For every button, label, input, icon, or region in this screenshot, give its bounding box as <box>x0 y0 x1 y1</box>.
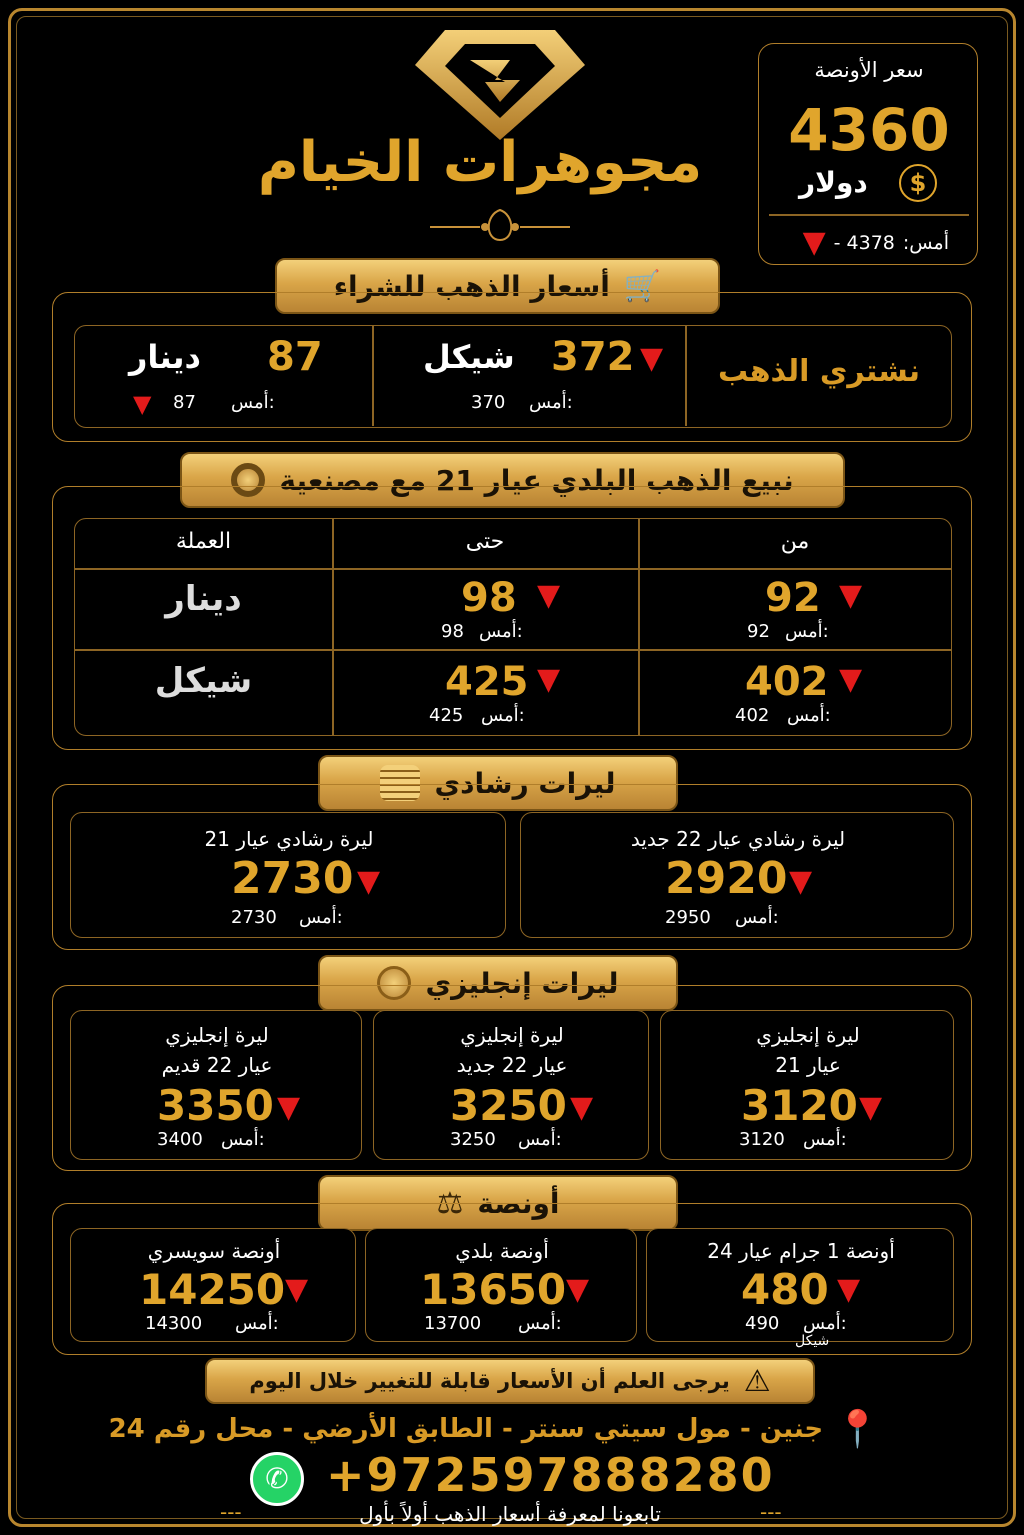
banner-rashadi-title: ليرات رشادي <box>434 766 616 800</box>
ounceswiss-title: أونصة سويسري <box>147 1239 281 1263</box>
buy-shekel-yesterday-value: 370 <box>471 392 506 413</box>
scales-icon: ⚖ <box>436 1185 464 1221</box>
row1-currency: دينار <box>165 579 242 619</box>
down-arrow-icon: ▼ <box>640 341 664 376</box>
down-arrow-icon: ▼ <box>859 1090 883 1125</box>
row2-to-y-label: أمس: <box>481 705 525 726</box>
buy-shekel-unit: شيكل <box>423 338 515 376</box>
ounce-card-baladi <box>365 1228 637 1342</box>
down-arrow-icon: ▼ <box>133 390 152 418</box>
ouncebaladi-y: 13700 <box>424 1313 482 1334</box>
english22old-value: 3350 <box>157 1081 274 1130</box>
english22old-line1: ليرة إنجليزي <box>165 1023 269 1047</box>
down-arrow-icon: ▼ <box>839 662 863 697</box>
down-arrow-icon: ▼ <box>789 864 813 899</box>
english21-value: 3120 <box>741 1081 858 1130</box>
english22new-line1: ليرة إنجليزي <box>460 1023 564 1047</box>
english22new-y-label: أمس: <box>518 1129 562 1150</box>
ounceswiss-y-label: أمس: <box>235 1313 279 1334</box>
english-card-21 <box>660 1010 954 1160</box>
english21-y: 3120 <box>739 1129 785 1150</box>
cart-icon: 🛒 <box>623 268 662 304</box>
row1-to-y-label: أمس: <box>479 621 523 642</box>
sell21-table <box>74 518 952 736</box>
banner-buy-title: أسعار الذهب للشراء <box>333 269 610 303</box>
header-currency: العملة <box>175 529 232 554</box>
rashadi22-y: 2950 <box>665 907 711 928</box>
ouncebaladi-y-label: أمس: <box>518 1313 562 1334</box>
ounce1g-y: 490 <box>745 1313 780 1334</box>
banner-sell21-title: نبيع الذهب البلدي عيار 21 مع مصنعية <box>279 463 794 497</box>
ouncebaladi-value: 13650 <box>420 1265 567 1314</box>
buy-dinar-yesterday-value: 87 <box>173 392 196 413</box>
buy-shekel-yesterday-label: أمس: <box>529 392 573 413</box>
ornament-icon <box>430 205 570 245</box>
row1-from: 92 <box>765 575 821 621</box>
row1-to: 98 <box>461 575 517 621</box>
whatsapp-icon[interactable]: ✆ <box>250 1452 304 1506</box>
english22old-y-label: أمس: <box>221 1129 265 1150</box>
follow-text: تابعونا لمعرفة أسعار الذهب أولاً بأول <box>359 1502 661 1526</box>
down-arrow-icon: ▼ <box>537 578 561 613</box>
ounce-card-1g <box>646 1228 954 1349</box>
yesterday-label: أمس: <box>902 232 949 254</box>
down-arrow-icon: ▼ <box>277 1090 301 1125</box>
english21-line2: عيار 21 <box>775 1053 841 1077</box>
rashadi22-y-label: أمس: <box>735 907 779 928</box>
ounceswiss-y: 14300 <box>145 1313 203 1334</box>
row2-from-y-label: أمس: <box>787 705 831 726</box>
header-from: من <box>780 529 810 554</box>
buy-dinar-yesterday-label: أمس: <box>231 392 275 413</box>
notice-banner <box>205 1358 815 1404</box>
ounce-currency: دولار <box>799 166 868 199</box>
banner-english-title: ليرات إنجليزي <box>425 966 619 1000</box>
ounce-yesterday <box>789 225 949 260</box>
brand-name: مجوهرات الخيام <box>257 130 703 195</box>
english22old-y: 3400 <box>157 1129 203 1150</box>
notice-text: يرجى العلم أن الأسعار قابلة للتغيير خلال اليوم <box>249 1369 730 1393</box>
banner-ounces-title: أونصة <box>477 1186 560 1220</box>
dollar-icon: $ <box>899 164 937 202</box>
english22old-line2: عيار 22 قديم <box>161 1053 273 1077</box>
ounce1g-title: أونصة 1 جرام عيار 24 <box>707 1239 895 1263</box>
rashadi21-y: 2730 <box>231 907 277 928</box>
warning-icon: ⚠ <box>743 1363 771 1399</box>
down-arrow-icon: ▼ <box>570 1090 594 1125</box>
location-pin-icon: 📍 <box>835 1409 880 1450</box>
ounce-label: سعر الأونصة <box>814 58 924 82</box>
header-to: حتى <box>465 529 505 554</box>
rashadi-card-22 <box>520 812 954 938</box>
rashadi21-value: 2730 <box>231 853 354 904</box>
english-card-22-old <box>70 1010 362 1160</box>
rashadi21-y-label: أمس: <box>299 907 343 928</box>
row2-to-y: 425 <box>429 705 464 726</box>
down-arrow-icon: ▼ <box>285 1272 309 1307</box>
address-text: جنين - مول سيتي سنتر - الطابق الأرضي - محل رقم 24 <box>108 1414 824 1444</box>
english22new-line2: عيار 22 جديد <box>456 1053 568 1077</box>
row2-from: 402 <box>745 659 829 705</box>
ounce-card-swiss <box>70 1228 356 1342</box>
ouncebaladi-title: أونصة بلدي <box>455 1239 549 1263</box>
row1-to-y: 98 <box>441 621 464 642</box>
buy-dinar-value: 87 <box>267 334 323 380</box>
english21-y-label: أمس: <box>803 1129 847 1150</box>
ounce1g-note: شيكل <box>795 1333 830 1349</box>
buy-dinar-unit: دينار <box>129 338 201 376</box>
dash-right: --- <box>760 1500 782 1524</box>
ounce-price-box <box>758 43 978 265</box>
english22new-y: 3250 <box>450 1129 496 1150</box>
buy-shekel-value: 372 <box>551 334 635 380</box>
row1-from-y-label: أمس: <box>785 621 829 642</box>
yesterday-value: 4378 - <box>833 232 895 254</box>
ounce1g-value: 480 <box>741 1265 829 1314</box>
english-card-22-new <box>373 1010 649 1160</box>
buy-label: نشتري الذهب <box>717 354 921 389</box>
rashadi21-title: ليرة رشادي عيار 21 <box>204 827 374 851</box>
down-arrow-icon: ▼ <box>357 864 381 899</box>
down-arrow-icon: ▼ <box>566 1272 590 1307</box>
english22new-value: 3250 <box>450 1081 567 1130</box>
buy-row <box>74 325 952 428</box>
rashadi22-value: 2920 <box>665 853 788 904</box>
rashadi-card-21 <box>70 812 506 938</box>
down-arrow-icon: ▼ <box>802 225 826 260</box>
down-arrow-icon: ▼ <box>837 1272 861 1307</box>
down-arrow-icon: ▼ <box>839 578 863 613</box>
row2-currency: شيكل <box>154 661 253 701</box>
dash-left: --- <box>220 1500 242 1524</box>
ounceswiss-value: 14250 <box>139 1265 286 1314</box>
row2-from-y: 402 <box>735 705 770 726</box>
address-row <box>100 1408 880 1450</box>
ounce-value: 4360 <box>788 96 950 164</box>
rashadi22-title: ليرة رشادي عيار 22 جديد <box>630 827 846 851</box>
row2-to: 425 <box>445 659 529 705</box>
row1-from-y: 92 <box>747 621 770 642</box>
ounce1g-y-label: أمس: <box>803 1313 847 1334</box>
english21-line1: ليرة إنجليزي <box>756 1023 860 1047</box>
down-arrow-icon: ▼ <box>537 662 561 697</box>
phone-number[interactable]: +972597888280 <box>326 1448 775 1502</box>
diamond-logo-icon <box>415 30 585 140</box>
